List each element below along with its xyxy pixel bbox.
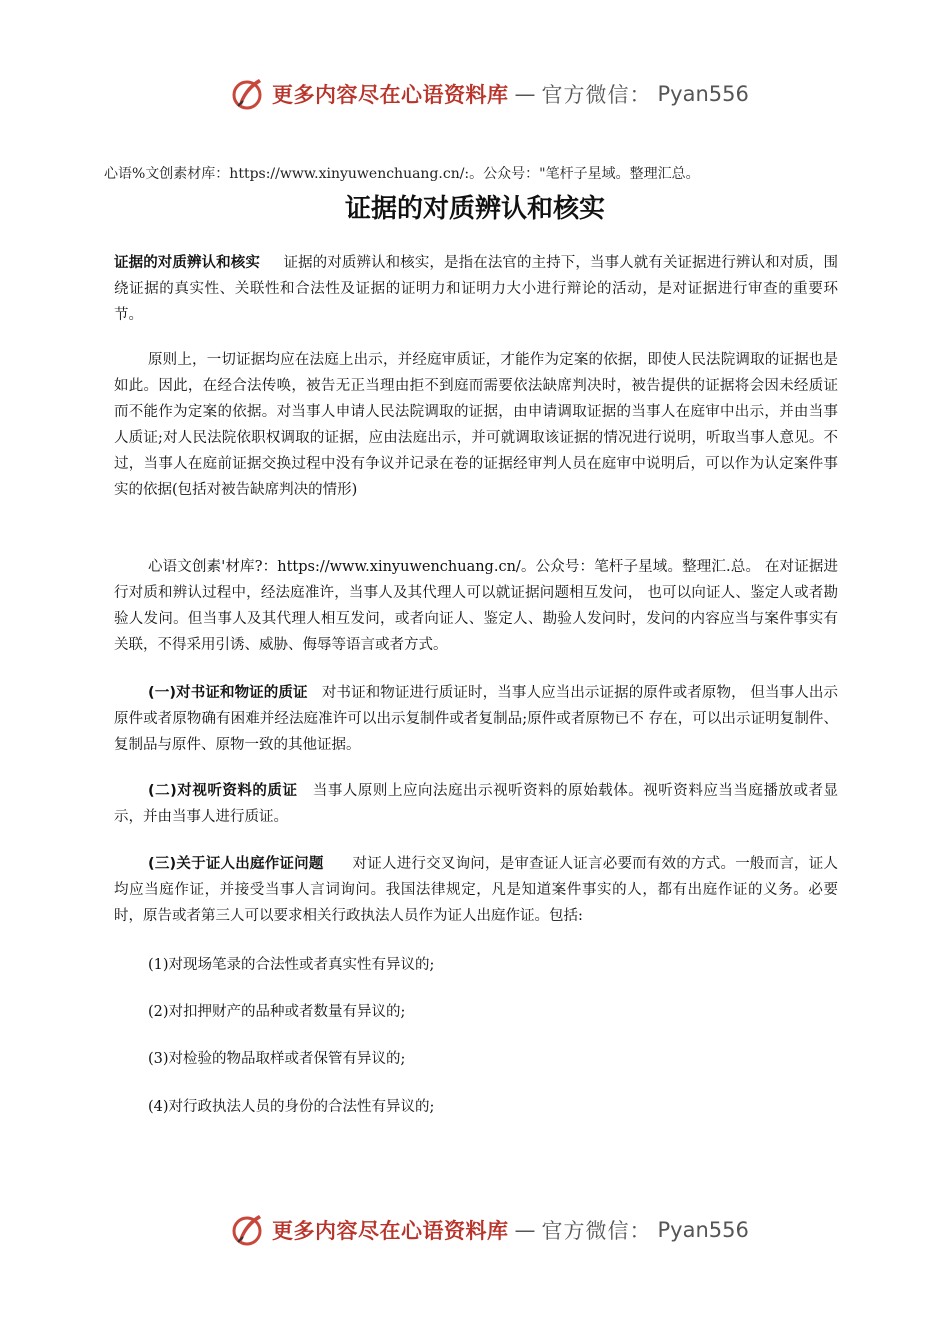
- section-2-heading: (二)对视听资料的质证: [148, 783, 298, 799]
- quill-logo-icon: [230, 1212, 266, 1248]
- section-1-heading: (一)对书证和物证的质证: [148, 685, 308, 701]
- section-2-body: 当事人原则上应向法庭出示视听资料的原始载体。视听资料应当当庭播放或者显示，并由当事人进行质证。: [114, 783, 838, 825]
- banner-wechat-label: 官方微信：: [541, 1219, 652, 1243]
- section-witness: [114, 851, 838, 929]
- section-3-heading: (三)关于证人出庭作证问题: [148, 856, 324, 872]
- header-banner: [230, 74, 749, 114]
- section-3-body: 对证人进行交叉询问，是审查证人证言必要而有效的方式。一般而言，证人均应当庭作证，并接受当事人言词询问。我国法律规定，凡是知道案件事实的人，都有出庭作证的义务。必要时，原告或者第三人可以要求相关行政执法人员作为证人出庭作证。包括:: [114, 856, 838, 924]
- section-1-body: 对书证和物证进行质证时，当事人应当出示证据的原件或者原物， 但当事人出示原件或者原物确有困难并经法庭准许可以出示复制件或者复制品;原件或者原物已不 存在，可以出示证明复制件、复制品与原件、原物一致的其他证据。: [114, 685, 839, 753]
- banner-dash: —: [514, 82, 536, 106]
- intro-body: 证据的对质辨认和核实，是指在法官的主持下，当事人就有关证据进行辨认和对质，围绕证据的真实性、关联性和合法性及证据的证明力和证明力大小进行辩论的活动，是对证据进行审查的重要环节。: [114, 255, 839, 323]
- banner-wechat-id: Pyan556: [657, 82, 749, 106]
- banner-main-text: 更多内容尽在心语资料库: [272, 1219, 509, 1243]
- list-item: (3)对检验的物品取样或者保管有异议的;: [148, 1051, 406, 1067]
- banner-wechat-id: Pyan556: [657, 1218, 749, 1242]
- section-audiovisual: [114, 778, 838, 830]
- section-documentary-evidence: [114, 680, 838, 758]
- questioning-paragraph: [114, 554, 838, 658]
- principle-paragraph: 原则上，一切证据均应在法庭上出示，并经庭审质证，才能作为定案的依据，即使人民法院调取的证据也是如此。因此，在经合法传唤，被告无正当理由拒不到庭而需要依法缺席判决时，被告提供的证据将会因未经质证而不能作为定案的依据。对当事人申请人民法院调取的证据，由申请调取证据的当事人在庭审中出示，并由当事人质证;对人民法院依职权调取的证据，应由法庭出示，并可就调取该证据的情况进行说明，听取当事人意见。不过，当事人在庭前证据交换过程中没有争议并记录在卷的证据经审判人员在庭审中说明后，可以作为认定案件事实的依据(包括对被告缺席判决的情形): [114, 352, 838, 498]
- list-item: (4)对行政执法人员的身份的合法性有异议的;: [148, 1099, 435, 1115]
- questioning-body: 在对证据进行对质和辨认过程中，经法庭准许，当事人及其代理人可以就证据问题相互发问， 也可以向证人、鉴定人或者勘验人发问。但当事人及其代理人相互发问，或者向证人、鉴定人、勘验人发问时，发问的内容应当与案件事实有关联，不得采用引诱、威胁、侮辱等语言或者方式。: [114, 559, 838, 653]
- banner-wechat-label: 官方微信：: [541, 83, 652, 107]
- document-title: 证据的对质辨认和核实: [344, 194, 605, 224]
- banner-main-text: 更多内容尽在心语资料库: [272, 83, 509, 107]
- list-item: (2)对扣押财产的品种或者数量有异议的;: [148, 1004, 406, 1020]
- footer-banner: [230, 1210, 749, 1250]
- intro-heading: 证据的对质辨认和核实: [114, 255, 260, 271]
- list-item: (1)对现场笔录的合法性或者真实性有异议的;: [148, 957, 435, 973]
- quill-logo-icon: [230, 76, 266, 112]
- intro-paragraph: [114, 250, 838, 328]
- banner-dash: —: [514, 1218, 536, 1242]
- source-line-2: 心语文创素'材库?：https://www.xinyuwenchuang.cn/。公众号：笔杆子星域。整理汇.总。: [148, 559, 761, 575]
- source-line: 心语%文创素材库：https://www.xinyuwenchuang.cn/:。公众号："笔杆子星域。整理汇总。: [104, 166, 700, 182]
